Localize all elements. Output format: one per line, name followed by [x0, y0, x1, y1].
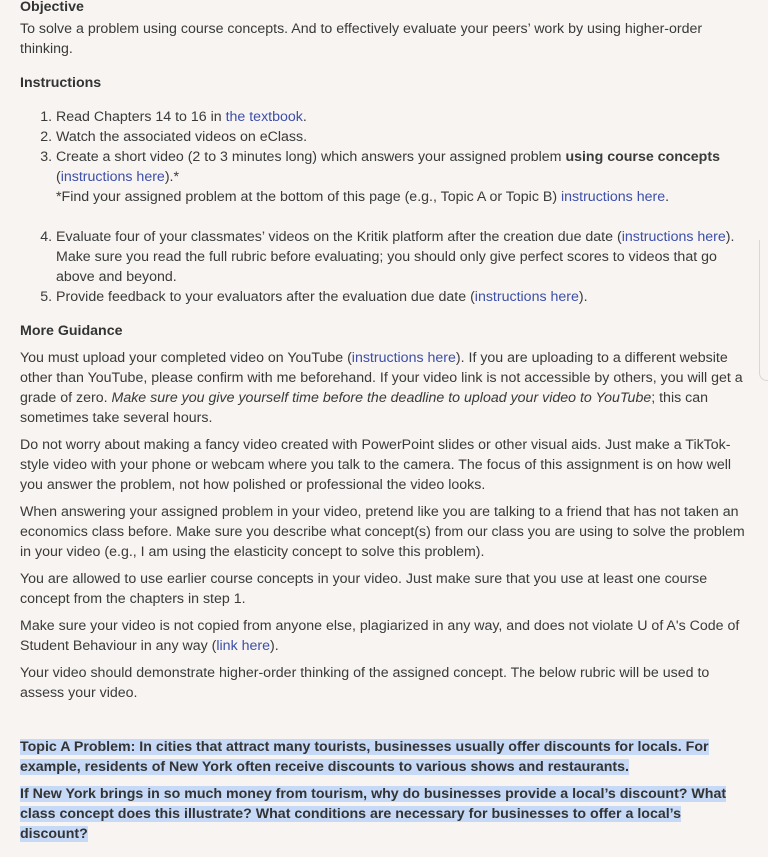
- textbook-link[interactable]: the textbook: [225, 109, 303, 125]
- step-3-instructions-link[interactable]: instructions here: [60, 169, 165, 185]
- objective-text: To solve a problem using course concepts. And to effectively evaluate your peers’ work by using higher-order thinking.: [20, 21, 703, 57]
- objective-heading: Objective: [20, 0, 84, 15]
- step-3-end: ).*: [164, 169, 180, 185]
- step-4-text: Evaluate four of your classmates’ videos on the Kritik platform after the creation due date (: [56, 229, 622, 245]
- step-3-text: Create a short video (2 to 3 minutes long) which answers your assigned problem: [56, 149, 566, 165]
- youtube-instructions-link[interactable]: instructions here: [351, 350, 456, 366]
- topic-a-line-1: Topic A Problem: In cities that attract many tourists, businesses usually offer discounts for locals. For example, residents of New York often receive discounts to various shows and restaurants.: [20, 739, 709, 775]
- instructions-heading: Instructions: [20, 75, 102, 91]
- step-1-text: Read Chapters 14 to 16 in: [56, 109, 226, 125]
- guidance-paragraph-3: When answering your assigned problem in your video, pretend like you are talking to a friend that has not taken an economics class before. Make sure you describe what concept(s) from our class you are using to solve the problem in your video (e.g., I am using the elasticity concept to solve this problem).: [20, 504, 745, 560]
- topic-a-problem: [20, 737, 746, 777]
- step-5-text: Provide feedback to your evaluators after the evaluation due date (: [56, 289, 475, 305]
- step-3-note-text: *Find your assigned problem at the bottom of this page (e.g., Topic A or Topic B): [56, 189, 561, 205]
- guidance-p5-b: ).: [270, 638, 279, 654]
- assignment-content: [20, 0, 746, 844]
- step-2-text: Watch the associated videos on eClass.: [56, 129, 308, 145]
- guidance-p1-b: ). If you are uploading to a different website other than YouTube, please confirm with me beforehand. If your video link is not accessible by others, you will get a grade of zero.: [20, 350, 743, 406]
- step-1-end: .: [302, 109, 307, 125]
- spacer: [56, 207, 746, 227]
- step-4: [56, 227, 746, 287]
- guidance-paragraph-2: Do not worry about making a fancy video created with PowerPoint slides or other visual aids. Just make a TikTok-style video with your phone or webcam where you talk to the camera. The focus of this assignment is on how well you answer the problem, not how polished or professional the video looks.: [20, 437, 732, 493]
- step-3-note-link[interactable]: instructions here: [561, 189, 666, 205]
- guidance-p1-a: You must upload your completed video on YouTube (: [20, 350, 352, 366]
- instructions-list: [20, 107, 746, 307]
- step-4-end: ). Make sure you read the full rubric before evaluating; you should only give perfect scores to videos that go above and beyond.: [56, 229, 735, 285]
- topic-a-line-2: If New York brings in so much money from tourism, why do businesses provide a local’s discount? What class concept does this illustrate? What conditions are necessary for businesses to offer a local’s discount?: [20, 786, 727, 842]
- step-5: [56, 287, 746, 307]
- guidance-p1-italic: Make sure you give yourself time before the deadline to upload your video to YouTube: [111, 390, 652, 406]
- step-4-instructions-link[interactable]: instructions here: [621, 229, 726, 245]
- step-3-note: [56, 187, 746, 207]
- guidance-paragraph-5: [20, 616, 746, 656]
- step-3-open: (: [56, 169, 61, 185]
- step-3: [56, 147, 746, 227]
- side-panel-edge: [759, 240, 768, 381]
- guidance-paragraph-6: Your video should demonstrate higher-order thinking of the assigned concept. The below rubric will be used to assess your video.: [20, 665, 710, 701]
- step-5-instructions-link[interactable]: instructions here: [474, 289, 579, 305]
- step-2: [56, 127, 746, 147]
- step-3-note-end: .: [665, 189, 670, 205]
- step-1: [56, 107, 746, 127]
- guidance-paragraph-4: You are allowed to use earlier course concepts in your video. Just make sure that you use at least one course concept from the chapters in step 1.: [20, 571, 708, 607]
- step-5-end: ).: [578, 289, 588, 305]
- step-3-bold: using course concepts: [565, 149, 720, 165]
- guidance-p5-a: Make sure your video is not copied from anyone else, plagiarized in any way, and does not violate U of A's Code of Student Behaviour in any way (: [20, 618, 740, 654]
- guidance-p1-c: ; this can sometimes take several hours.: [20, 390, 709, 426]
- code-of-conduct-link[interactable]: link here: [216, 638, 271, 654]
- topic-a-question: [20, 784, 746, 844]
- guidance-paragraph-1: [20, 348, 746, 428]
- guidance-heading: More Guidance: [20, 323, 123, 339]
